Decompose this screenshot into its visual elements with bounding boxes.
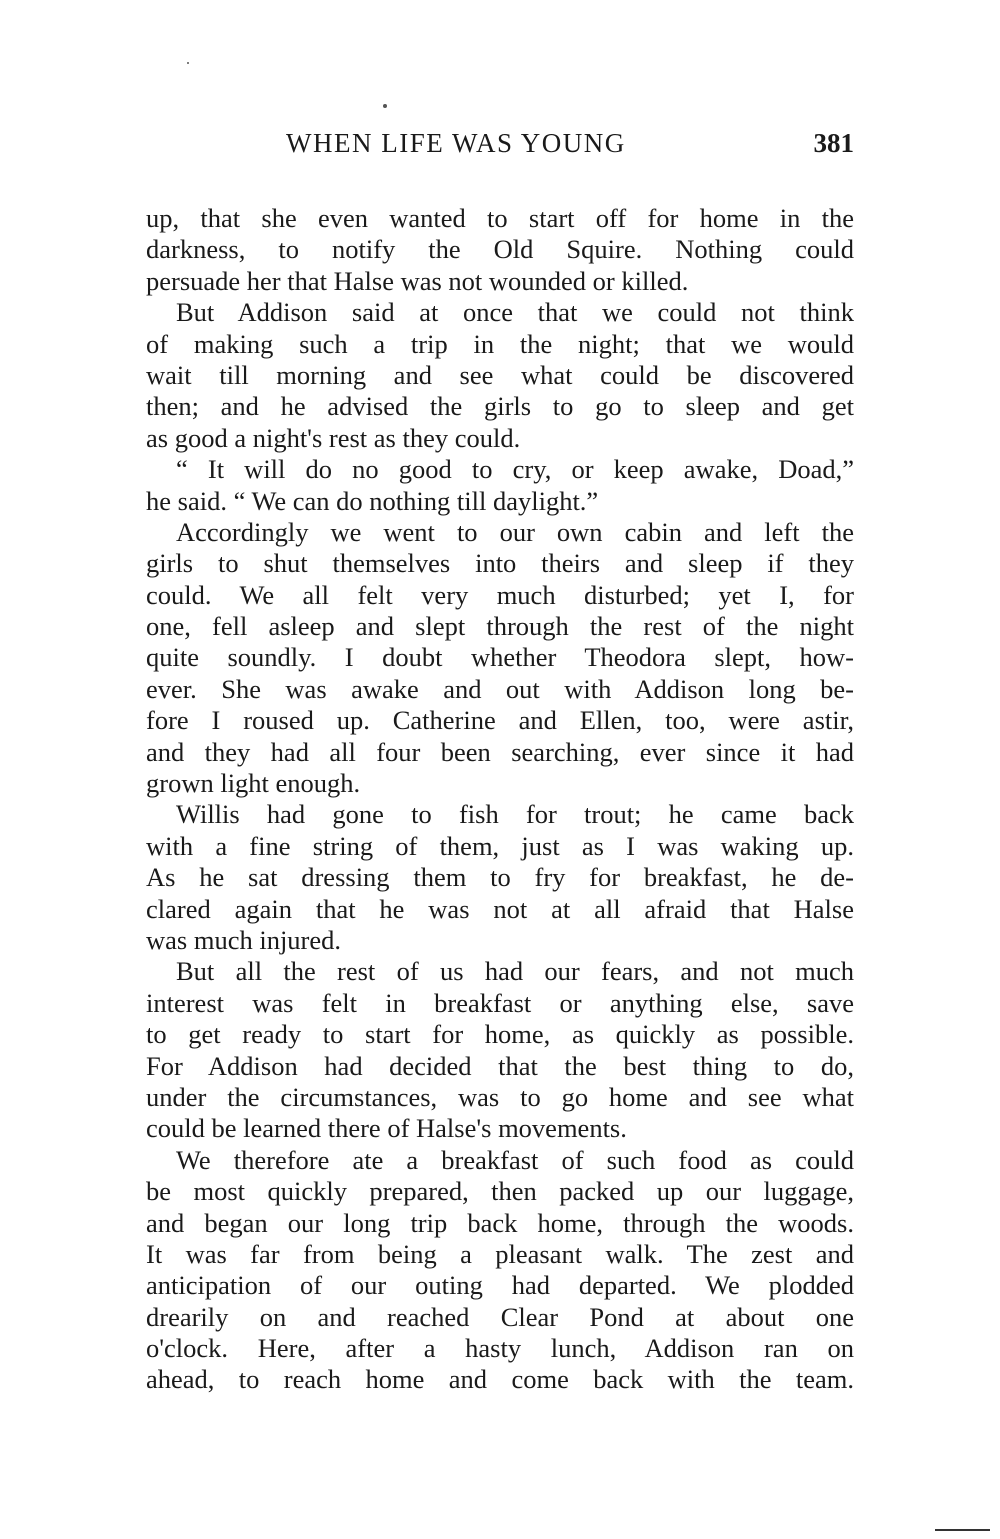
text-line: interest was felt in breakfast or anything else, save (146, 987, 854, 1018)
text-line: one, fell asleep and slept through the rest of the night (146, 611, 854, 642)
text-line: girls to shut themselves into theirs and sleep if they (146, 548, 854, 579)
text-line: wait till morning and see what could be discovered (146, 359, 854, 390)
text-line: Willis had gone to fish for trout; he came back (176, 799, 854, 830)
text-line: and they had all four been searching, ever since it had (146, 736, 854, 767)
text-line: of making such a trip in the night; that we would (146, 328, 854, 359)
text-line: We therefore ate a breakfast of such food as could (176, 1144, 854, 1175)
text-line: clared again that he was not at all afraid that Halse (146, 893, 854, 924)
text-line: o'clock. Here, after a hasty lunch, Addison ran on (146, 1333, 854, 1364)
running-head: WHEN LIFE WAS YOUNG (286, 128, 626, 158)
body-text (146, 203, 854, 1396)
text-line: darkness, to notify the Old Squire. Nothing could (146, 234, 854, 265)
text-line: quite soundly. I doubt whether Theodora slept, how- (146, 642, 854, 673)
text-line: Accordingly we went to our own cabin and left the (176, 516, 854, 547)
text-line: ahead, to reach home and come back with the team. (146, 1364, 854, 1395)
text-line: be most quickly prepared, then packed up our luggage, (146, 1176, 854, 1207)
text-line: persuade her that Halse was not wounded or killed. (146, 265, 689, 296)
text-line: “ It will do no good to cry, or keep awake, Doad,” (176, 454, 854, 485)
text-line: drearily on and reached Clear Pond at about one (146, 1301, 854, 1332)
text-line: up, that she even wanted to start off for home in the (146, 203, 854, 233)
text-line: But Addison said at once that we could not think (176, 297, 854, 328)
print-speck (187, 62, 189, 64)
page-number: 381 (813, 128, 854, 158)
text-line: and began our long trip back home, through the woods. (146, 1207, 854, 1238)
text-line: he said. “ We can do nothing till daylight.” (146, 485, 599, 516)
page-header (146, 128, 854, 168)
text-line: fore I roused up. Catherine and Ellen, too, were astir, (146, 705, 854, 736)
text-line: with a fine string of them, just as I was waking up. (146, 830, 854, 861)
text-line: could. We all felt very much disturbed; yet I, for (146, 579, 854, 610)
text-line: was much injured. (146, 924, 342, 955)
text-line: as good a night's rest as they could. (146, 422, 521, 453)
text-line: But all the rest of us had our fears, and not much (176, 956, 854, 987)
text-line: It was far from being a pleasant walk. The zest and (146, 1238, 854, 1269)
text-line: could be learned there of Halse's movements. (146, 1113, 627, 1144)
text-line: under the circumstances, was to go home and see what (146, 1081, 854, 1112)
text-line: to get ready to start for home, as quickly as possible. (146, 1019, 854, 1050)
text-line: grown light enough. (146, 768, 361, 799)
text-line: For Addison had decided that the best thing to do, (146, 1050, 854, 1081)
corner-rule (935, 1529, 990, 1531)
print-speck (383, 104, 387, 108)
text-line: ever. She was awake and out with Addison long be- (146, 673, 854, 704)
text-line: As he sat dressing them to fry for breakfast, he de- (146, 862, 854, 893)
text-line: then; and he advised the girls to go to sleep and get (146, 391, 854, 422)
text-line: anticipation of our outing had departed. We plodded (146, 1270, 854, 1301)
